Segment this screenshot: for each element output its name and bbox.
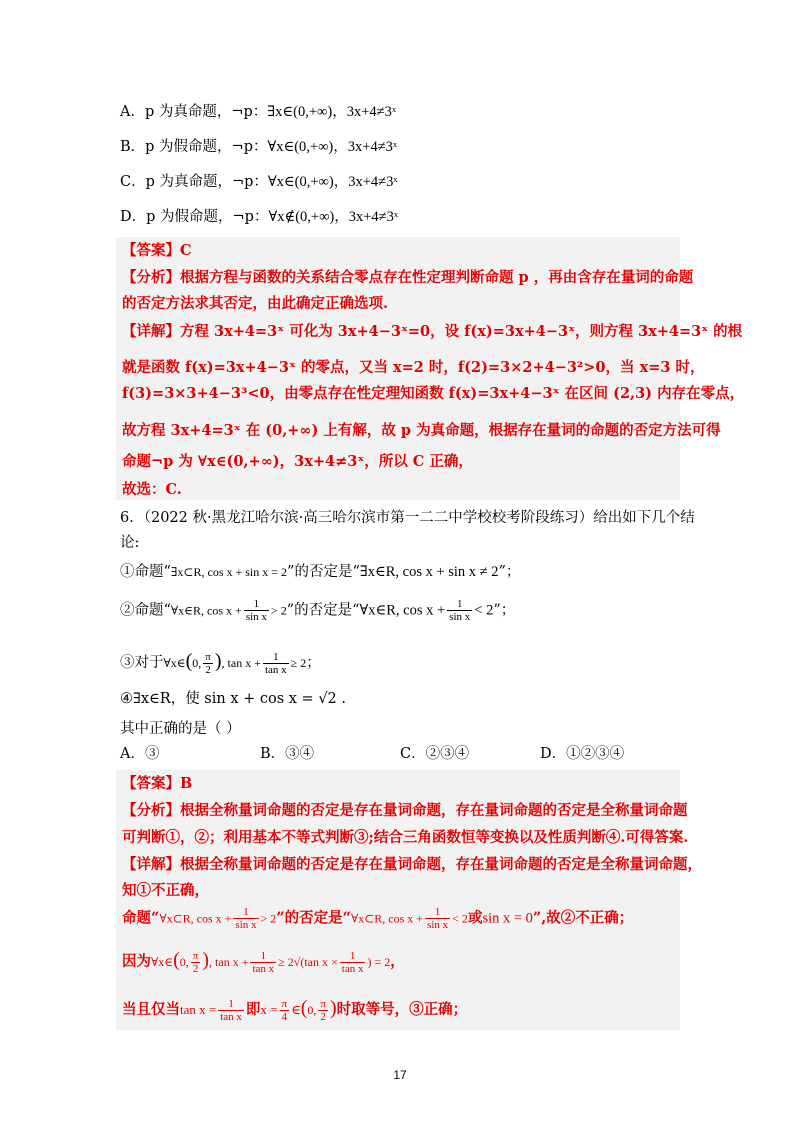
fraction: $\frac{1}{\text{tan x}}$ <box>264 650 287 676</box>
fraction: $\frac{\pi}{2}$ <box>320 997 326 1023</box>
q5-option-a: A．p 为真命题，¬p：∃x∈(0,+∞)，3x+4≠3ˣ <box>120 104 397 120</box>
q6-option-b: B．③④ <box>260 746 315 762</box>
q6-item-4: ④∃x∈R，使 sin x + cos x = √2 . <box>120 691 347 707</box>
fraction: $\frac{1}{\text{sin x}}$ <box>245 598 267 623</box>
q6-analysis-line1: 【分析】根据全称量词命题的否定是存在量词命题，存在量词命题的否定是全称量词命题 <box>122 802 688 819</box>
q5-option-c: C．p 为真命题，¬p：∀x∈(0,+∞)，3x+4≠3ˣ <box>120 174 398 190</box>
q6-detail-line2: 知①不正确， <box>122 882 209 899</box>
fraction: $\frac{\pi}{4}$ <box>281 997 288 1023</box>
q5-analysis-line2: 的否定方法求其否定，由此确定正确选项. <box>122 295 389 312</box>
q5-option-d: D．p 为假命题，¬p：∀x∉(0,+∞)，3x+4≠3ˣ <box>120 209 399 225</box>
fraction: $\frac{\pi}{2}$ <box>205 650 211 676</box>
q6-item-1: ①命题“∃x⊂R, cos x + sin x = 2”的否定是“∃x∈R, cos x + sin x ≠ 2”； <box>120 564 521 580</box>
q6-item-3: ③对于∀x∈(0, $\frac{\pi}{2}$ ), tan x + $\frac{1}{\text{tan x}}$ ≥ 2； <box>120 650 321 676</box>
q5-option-b: B．p 为假命题，¬p：∀x∈(0,+∞)，3x+4≠3ˣ <box>120 139 398 155</box>
q6-detail-line3: 命题“∀x⊂R, cos x + $\frac{1}{\text{sin x}}$ > 2”的否定是“∀x⊂R, cos x + $\frac{1}{\text{sin x}}$ < 2或sin x = 0”,故②不正确； <box>122 906 634 931</box>
q6-detail-line4: 因为∀x∈(0, $\frac{\pi}{2}$ ), tan x + $\frac{1}{\text{tan x}}$ ≥ 2√(tan x × $\frac{1}{\text{tan x}}$ ) = 2， <box>122 949 405 975</box>
q6-question: 其中正确的是（ ） <box>120 721 241 737</box>
fraction: $\frac{1}{\text{sin x}}$ <box>235 906 257 931</box>
q6-detail-line5: 当且仅当tan x = $\frac{1}{\text{tan x}}$ 即x = $\frac{\pi}{4}$ ∈(0, $\frac{\pi}{2}$ )时取等号，③正确； <box>122 997 468 1023</box>
q6-option-c: C．②③④ <box>400 746 470 762</box>
q5-answer: 【答案】C <box>122 242 192 259</box>
q5-conclusion: 故选：C. <box>122 481 182 498</box>
fraction: $\frac{1}{\text{tan x}}$ <box>341 949 364 975</box>
q6-answer: 【答案】B <box>122 775 193 792</box>
q6-stem-line2: 论: <box>120 535 140 551</box>
q6-detail-line1: 【详解】根据全称量词命题的否定是存在量词命题，存在量词命题的否定是全称量词命题， <box>122 856 702 873</box>
fraction: $\frac{1}{\text{tan x}}$ <box>252 949 275 975</box>
q5-analysis-line1: 【分析】根据方程与函数的关系结合零点存在性定理判断命题 p ，再由含存在量词的命题 <box>122 269 694 286</box>
page-number: 17 <box>393 1068 407 1082</box>
q5-detail-line3: f(3)=3×3+4−3³<0，由零点存在性定理知函数 f(x)=3x+4−3ˣ 在区间 (2,3) 内存在零点， <box>122 385 745 402</box>
q5-detail-line1: 【详解】方程 3x+4=3ˣ 可化为 3x+4−3ˣ=0，设 f(x)=3x+4−3ˣ，则方程 3x+4=3ˣ 的根 <box>122 323 743 340</box>
fraction: $\frac{\pi}{2}$ <box>192 949 199 975</box>
q5-detail-line2: 就是函数 f(x)=3x+4−3ˣ 的零点，又当 x=2 时，f(2)=3×2+4−3²>0，当 x=3 时， <box>122 359 705 376</box>
fraction: $\frac{1}{\text{sin x}}$ <box>427 906 449 931</box>
q6-item-2: ②命题“∀x∈R, cos x + $\frac{1}{\text{sin x}}$ > 2”的否定是“∀x∈R, cos x + $\frac{1}{\text{sin x}}$ < 2”； <box>120 598 516 623</box>
fraction: $\frac{1}{\text{tan x}}$ <box>220 997 242 1023</box>
q6-option-a: A．③ <box>120 746 160 762</box>
q6-analysis-line2: 可判断①，②；利用基本不等式判断③;结合三角函数恒等变换以及性质判断④.可得答案. <box>122 829 689 846</box>
fraction: $\frac{1}{\text{sin x}}$ <box>449 598 471 623</box>
q6-stem-line1: 6．（2022 秋·黑龙江哈尔滨·高三哈尔滨市第一二二中学校校考阶段练习）给出如下几个结 <box>120 510 695 526</box>
q5-solution-box <box>116 237 745 500</box>
q5-detail-line5: 命题¬p 为 ∀x∈(0,+∞)，3x+4≠3ˣ，所以 C 正确， <box>122 453 473 470</box>
q6-option-d: D．①②③④ <box>540 746 625 762</box>
q5-detail-line4: 故方程 3x+4=3ˣ 在 (0,+∞) 上有解，故 p 为真命题，根据存在量词的命题的否定方法可得 <box>122 422 721 439</box>
q6-solution-box <box>116 770 702 1030</box>
